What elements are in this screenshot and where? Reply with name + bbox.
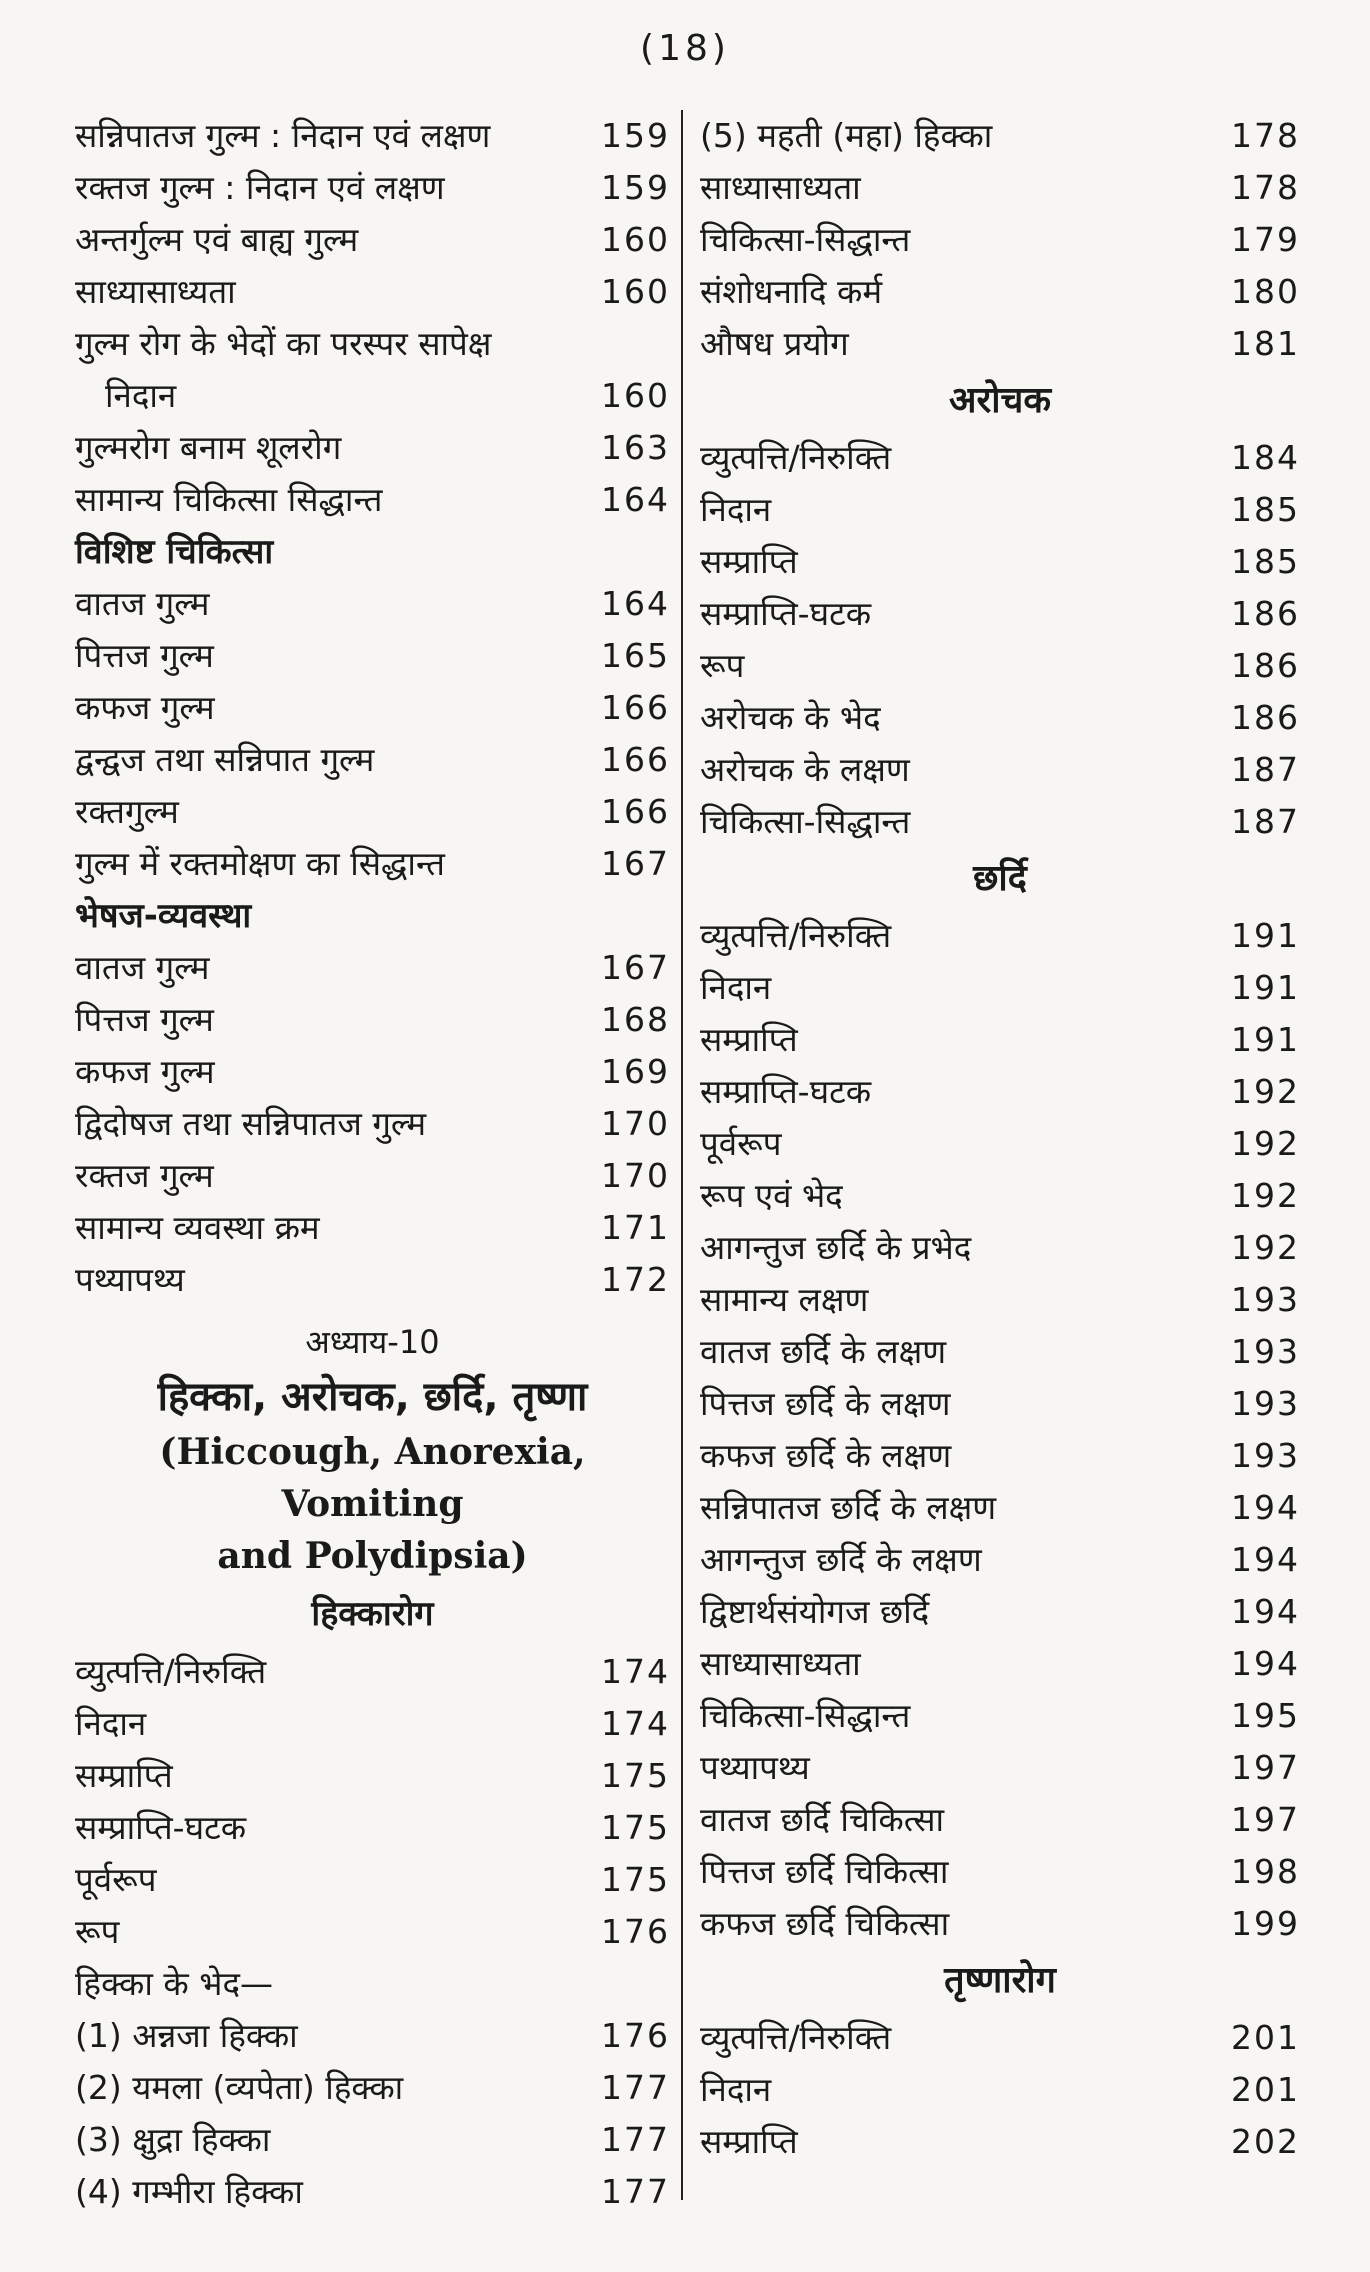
toc-entry-page: 164 xyxy=(601,480,670,519)
toc-entry-label: गुल्मरोग बनाम शूलरोग xyxy=(75,428,342,467)
chapter-title-english: and Polydipsia) xyxy=(217,1535,528,1577)
toc-entry-page: 170 xyxy=(601,1156,670,1195)
toc-entry-page: 197 xyxy=(1231,1800,1300,1839)
toc-entry-page: 167 xyxy=(601,844,670,883)
toc-entry xyxy=(75,1750,670,1802)
toc-entry-label: सामान्य लक्षण xyxy=(700,1280,869,1319)
toc-entry-label: (3) क्षुद्रा हिक्का xyxy=(75,2120,271,2159)
toc-entry xyxy=(700,1898,1300,1950)
toc-entry xyxy=(700,796,1300,848)
toc-entry xyxy=(700,1170,1300,1222)
toc-entry-page: 194 xyxy=(1231,1592,1300,1631)
toc-entry-label: सन्निपातज छर्दि के लक्षण xyxy=(700,1488,997,1527)
toc-entry-page: 171 xyxy=(601,1208,670,1247)
toc-entry-label: सम्प्राप्ति-घटक xyxy=(700,594,872,633)
toc-entry-page: 194 xyxy=(1231,1488,1300,1527)
toc-entry-page: 160 xyxy=(601,272,670,311)
toc-entry-label: व्युत्पत्ति/निरुक्ति xyxy=(75,1652,267,1691)
toc-entry-page: 184 xyxy=(1231,438,1300,477)
toc-entry-label: सन्निपातज गुल्म : निदान एवं लक्षण xyxy=(75,116,491,155)
toc-entry-page: 159 xyxy=(601,116,670,155)
toc-entry xyxy=(700,484,1300,536)
toc-entry-page: 187 xyxy=(1231,750,1300,789)
toc-entry-page: 193 xyxy=(1231,1436,1300,1475)
toc-entry-label: सामान्य व्यवस्था क्रम xyxy=(75,1208,320,1247)
toc-entry xyxy=(700,1846,1300,1898)
toc-entry-page: 187 xyxy=(1231,802,1300,841)
toc-entry xyxy=(75,1254,670,1306)
toc-entry-page: 191 xyxy=(1231,916,1300,955)
toc-entry-label: साध्यासाध्यता xyxy=(700,168,861,207)
toc-entry xyxy=(700,1534,1300,1586)
toc-entry-label: निदान xyxy=(700,2070,772,2109)
toc-entry-label: व्युत्पत्ति/निरुक्ति xyxy=(700,2018,892,2057)
toc-entry xyxy=(700,2116,1300,2168)
toc-entry-page: 169 xyxy=(601,1052,670,1091)
toc-entry-page: 201 xyxy=(1231,2070,1300,2109)
toc-entry-page: 167 xyxy=(601,948,670,987)
toc-entry xyxy=(700,2012,1300,2064)
toc-entry xyxy=(700,744,1300,796)
toc-block xyxy=(75,1646,670,1958)
toc-entry-label: पूर्वरूप xyxy=(75,1860,157,1899)
section-heading: विशिष्ट चिकित्सा xyxy=(75,532,274,572)
toc-entry xyxy=(75,2062,670,2114)
toc-block xyxy=(700,2012,1300,2168)
toc-entry xyxy=(75,994,670,1046)
toc-entry xyxy=(75,422,670,474)
toc-entry-label: वातज छर्दि चिकित्सा xyxy=(700,1800,945,1839)
toc-entry-page: 181 xyxy=(1231,324,1300,363)
toc-entry xyxy=(700,640,1300,692)
toc-entry xyxy=(75,630,670,682)
toc-entry-label: कफज छर्दि चिकित्सा xyxy=(700,1904,950,1943)
toc-entry-page: 178 xyxy=(1231,116,1300,155)
toc-entry xyxy=(700,962,1300,1014)
toc-entry-label: गुल्म रोग के भेदों का परस्पर सापेक्ष xyxy=(75,324,492,363)
toc-block xyxy=(75,422,670,526)
toc-entry xyxy=(75,110,670,162)
toc-entry-page: 177 xyxy=(601,2120,670,2159)
left-column xyxy=(75,110,670,2218)
toc-entry-label: सम्प्राप्ति-घटक xyxy=(75,1808,247,1847)
toc-entry xyxy=(75,1046,670,1098)
toc-entry-label: रक्तज गुल्म : निदान एवं लक्षण xyxy=(75,168,445,207)
toc-entry-label: वातज गुल्म xyxy=(75,584,210,623)
toc-entry xyxy=(75,734,670,786)
toc-entry xyxy=(700,432,1300,484)
toc-entry-page: 193 xyxy=(1231,1280,1300,1319)
toc-entry-label: अरोचक के भेद xyxy=(700,698,881,737)
toc-block xyxy=(75,578,670,890)
toc-entry xyxy=(700,1118,1300,1170)
toc-entry-page: 201 xyxy=(1231,2018,1300,2057)
toc-entry xyxy=(75,2166,670,2218)
toc-entry xyxy=(75,682,670,734)
toc-entry-label: रक्तगुल्म xyxy=(75,792,179,831)
toc-entry-page: 172 xyxy=(601,1260,670,1299)
toc-entry-label: (2) यमला (व्यपेता) हिक्का xyxy=(75,2068,404,2107)
toc-entry-page: 175 xyxy=(601,1860,670,1899)
toc-entry-label: (5) महती (महा) हिक्का xyxy=(700,116,993,155)
toc-entry-page: 179 xyxy=(1231,220,1300,259)
toc-entry-page: 166 xyxy=(601,740,670,779)
toc-entry-page: 186 xyxy=(1231,646,1300,685)
toc-entry xyxy=(75,1202,670,1254)
toc-entry xyxy=(75,1698,670,1750)
toc-entry xyxy=(700,1014,1300,1066)
column-divider xyxy=(681,110,683,2200)
chapter-title: हिक्का, अरोचक, छर्दि, तृष्णा xyxy=(157,1374,588,1420)
toc-entry-label: पित्तज गुल्म xyxy=(75,1000,214,1039)
toc-entry-page: 192 xyxy=(1231,1228,1300,1267)
toc-entry xyxy=(700,214,1300,266)
toc-entry-label: पथ्यापथ्य xyxy=(700,1748,810,1787)
toc-entry-label: कफज गुल्म xyxy=(75,1052,215,1091)
toc-entry xyxy=(75,942,670,994)
toc-entry-page: 160 xyxy=(601,376,670,415)
toc-entry-label: सम्प्राप्ति xyxy=(700,542,798,581)
toc-entry-label: (1) अन्नजा हिक्का xyxy=(75,2016,298,2055)
toc-entry-label: निदान xyxy=(75,1704,147,1743)
toc-entry-label: चिकित्सा-सिद्धान्त xyxy=(700,802,911,841)
toc-entry-label: औषध प्रयोग xyxy=(700,324,849,363)
toc-entry xyxy=(75,318,670,370)
toc-entry-label: आगन्तुज छर्दि के लक्षण xyxy=(700,1540,982,1579)
toc-entry-page: 198 xyxy=(1231,1852,1300,1891)
page-number: (18) xyxy=(640,28,730,69)
toc-entry-page: 178 xyxy=(1231,168,1300,207)
toc-entry xyxy=(75,578,670,630)
toc-entry-page: 164 xyxy=(601,584,670,623)
section-heading: छर्दि xyxy=(973,858,1027,899)
toc-entry-page: 177 xyxy=(601,2172,670,2211)
toc-entry-label: पित्तज गुल्म xyxy=(75,636,214,675)
toc-block xyxy=(75,110,670,318)
toc-entry-page: 177 xyxy=(601,2068,670,2107)
toc-entry xyxy=(700,1482,1300,1534)
toc-entry-label: अरोचक के लक्षण xyxy=(700,750,910,789)
toc-entry-label: सामान्य चिकित्सा सिद्धान्त xyxy=(75,480,383,519)
toc-entry-page: 176 xyxy=(601,2016,670,2055)
toc-entry-page: 175 xyxy=(601,1808,670,1847)
toc-entry xyxy=(75,1098,670,1150)
toc-entry-label: चिकित्सा-सिद्धान्त xyxy=(700,1696,911,1735)
toc-entry-label: हिक्का के भेद— xyxy=(75,1964,273,2003)
toc-entry-label: निदान xyxy=(700,490,772,529)
toc-entry-page: 165 xyxy=(601,636,670,675)
toc-block xyxy=(700,910,1300,1950)
toc-entry-page: 192 xyxy=(1231,1176,1300,1215)
toc-entry-page: 191 xyxy=(1231,1020,1300,1059)
toc-entry xyxy=(700,692,1300,744)
section-heading: अरोचक xyxy=(948,380,1052,421)
toc-entry-label: सम्प्राप्ति-घटक xyxy=(700,1072,872,1111)
toc-entry xyxy=(75,214,670,266)
toc-entry xyxy=(75,1906,670,1958)
toc-entry-label: व्युत्पत्ति/निरुक्ति xyxy=(700,916,892,955)
toc-entry-label: निदान xyxy=(105,376,177,415)
toc-entry-page: 170 xyxy=(601,1104,670,1143)
toc-entry xyxy=(700,1586,1300,1638)
toc-entry-page: 174 xyxy=(601,1652,670,1691)
right-column xyxy=(700,110,1300,2168)
toc-entry-label: साध्यासाध्यता xyxy=(75,272,236,311)
toc-entry xyxy=(75,162,670,214)
toc-entry-page: 168 xyxy=(601,1000,670,1039)
toc-entry-label: सम्प्राप्ति xyxy=(75,1756,173,1795)
toc-entry-page: 197 xyxy=(1231,1748,1300,1787)
toc-entry xyxy=(700,1430,1300,1482)
toc-entry-page: 174 xyxy=(601,1704,670,1743)
toc-entry xyxy=(75,1958,670,2010)
toc-entry-page: 194 xyxy=(1231,1644,1300,1683)
toc-entry-page: 192 xyxy=(1231,1124,1300,1163)
toc-entry-page: 194 xyxy=(1231,1540,1300,1579)
toc-entry-page: 195 xyxy=(1231,1696,1300,1735)
section-heading: भेषज-व्यवस्था xyxy=(75,896,252,936)
toc-entry xyxy=(700,110,1300,162)
toc-entry-page: 163 xyxy=(601,428,670,467)
toc-entry-label: अन्तर्गुल्म एवं बाह्य गुल्म xyxy=(75,220,359,259)
chapter-label: अध्याय-10 xyxy=(305,1323,440,1361)
toc-block xyxy=(75,2010,670,2218)
toc-entry xyxy=(700,1326,1300,1378)
toc-entry-label: गुल्म में रक्तमोक्षण का सिद्धान्त xyxy=(75,844,445,883)
toc-entry-page: 185 xyxy=(1231,490,1300,529)
toc-entry-label: पित्तज छर्दि चिकित्सा xyxy=(700,1852,949,1891)
toc-entry-label: व्युत्पत्ति/निरुक्ति xyxy=(700,438,892,477)
section-heading: हिक्कारोग xyxy=(311,1594,434,1634)
toc-entry xyxy=(700,1690,1300,1742)
toc-entry xyxy=(700,1378,1300,1430)
toc-entry xyxy=(75,474,670,526)
section-heading: तृष्णारोग xyxy=(944,1960,1056,2001)
toc-entry xyxy=(75,1854,670,1906)
toc-entry xyxy=(700,162,1300,214)
toc-entry xyxy=(75,266,670,318)
toc-entry xyxy=(700,1638,1300,1690)
toc-entry-label: पथ्यापथ्य xyxy=(75,1260,185,1299)
toc-entry-label: रूप xyxy=(700,646,745,685)
toc-entry xyxy=(75,1802,670,1854)
toc-entry-label: रूप xyxy=(75,1912,120,1951)
toc-block xyxy=(700,432,1300,848)
toc-entry-page: 186 xyxy=(1231,698,1300,737)
toc-entry-page: 202 xyxy=(1231,2122,1300,2161)
toc-entry-label: आगन्तुज छर्दि के प्रभेद xyxy=(700,1228,972,1267)
toc-entry-page: 193 xyxy=(1231,1384,1300,1423)
toc-entry-label: रूप एवं भेद xyxy=(700,1176,843,1215)
toc-entry-label: कफज गुल्म xyxy=(75,688,215,727)
toc-entry-page: 159 xyxy=(601,168,670,207)
toc-entry xyxy=(700,1794,1300,1846)
toc-entry xyxy=(75,1150,670,1202)
toc-entry xyxy=(75,786,670,838)
toc-block xyxy=(75,942,670,1306)
toc-entry xyxy=(75,2114,670,2166)
toc-entry-page: 186 xyxy=(1231,594,1300,633)
toc-entry xyxy=(700,910,1300,962)
toc-entry-page: 175 xyxy=(601,1756,670,1795)
toc-entry-page: 192 xyxy=(1231,1072,1300,1111)
toc-entry-page: 166 xyxy=(601,792,670,831)
chapter-title-english: (Hiccough, Anorexia, Vomiting xyxy=(159,1431,586,1525)
toc-entry xyxy=(700,1274,1300,1326)
toc-entry xyxy=(700,1222,1300,1274)
toc-entry-label: पित्तज छर्दि के लक्षण xyxy=(700,1384,951,1423)
toc-entry xyxy=(75,2010,670,2062)
toc-entry-label: (4) गम्भीरा हिक्का xyxy=(75,2172,303,2211)
toc-entry-label: साध्यासाध्यता xyxy=(700,1644,861,1683)
toc-entry xyxy=(75,370,670,422)
toc-entry-label: कफज छर्दि के लक्षण xyxy=(700,1436,952,1475)
toc-entry-label: वातज गुल्म xyxy=(75,948,210,987)
toc-entry-label: पूर्वरूप xyxy=(700,1124,782,1163)
toc-entry-page: 185 xyxy=(1231,542,1300,581)
toc-entry-label: सम्प्राप्ति xyxy=(700,1020,798,1059)
toc-entry-label: संशोधनादि कर्म xyxy=(700,272,883,311)
toc-entry-page: 191 xyxy=(1231,968,1300,1007)
toc-entry-label: रक्तज गुल्म xyxy=(75,1156,214,1195)
toc-entry-label: द्वन्द्वज तथा सन्निपात गुल्म xyxy=(75,740,375,779)
toc-entry xyxy=(75,1646,670,1698)
toc-entry-label: निदान xyxy=(700,968,772,1007)
toc-entry-label: द्विष्टार्थसंयोगज छर्दि xyxy=(700,1592,930,1631)
toc-entry xyxy=(700,318,1300,370)
toc-entry-label: सम्प्राप्ति xyxy=(700,2122,798,2161)
toc-entry-page: 193 xyxy=(1231,1332,1300,1371)
toc-entry-label: चिकित्सा-सिद्धान्त xyxy=(700,220,911,259)
toc-entry xyxy=(700,536,1300,588)
toc-block xyxy=(700,110,1300,370)
toc-entry-page: 166 xyxy=(601,688,670,727)
toc-entry xyxy=(700,266,1300,318)
toc-entry-label: वातज छर्दि के लक्षण xyxy=(700,1332,947,1371)
toc-entry-label: द्विदोषज तथा सन्निपातज गुल्म xyxy=(75,1104,427,1143)
toc-entry xyxy=(700,1742,1300,1794)
toc-entry xyxy=(75,838,670,890)
toc-entry xyxy=(700,2064,1300,2116)
toc-entry-page: 199 xyxy=(1231,1904,1300,1943)
toc-entry-page: 180 xyxy=(1231,272,1300,311)
toc-entry xyxy=(700,1066,1300,1118)
toc-entry-page: 176 xyxy=(601,1912,670,1951)
toc-entry-page: 160 xyxy=(601,220,670,259)
toc-entry xyxy=(700,588,1300,640)
